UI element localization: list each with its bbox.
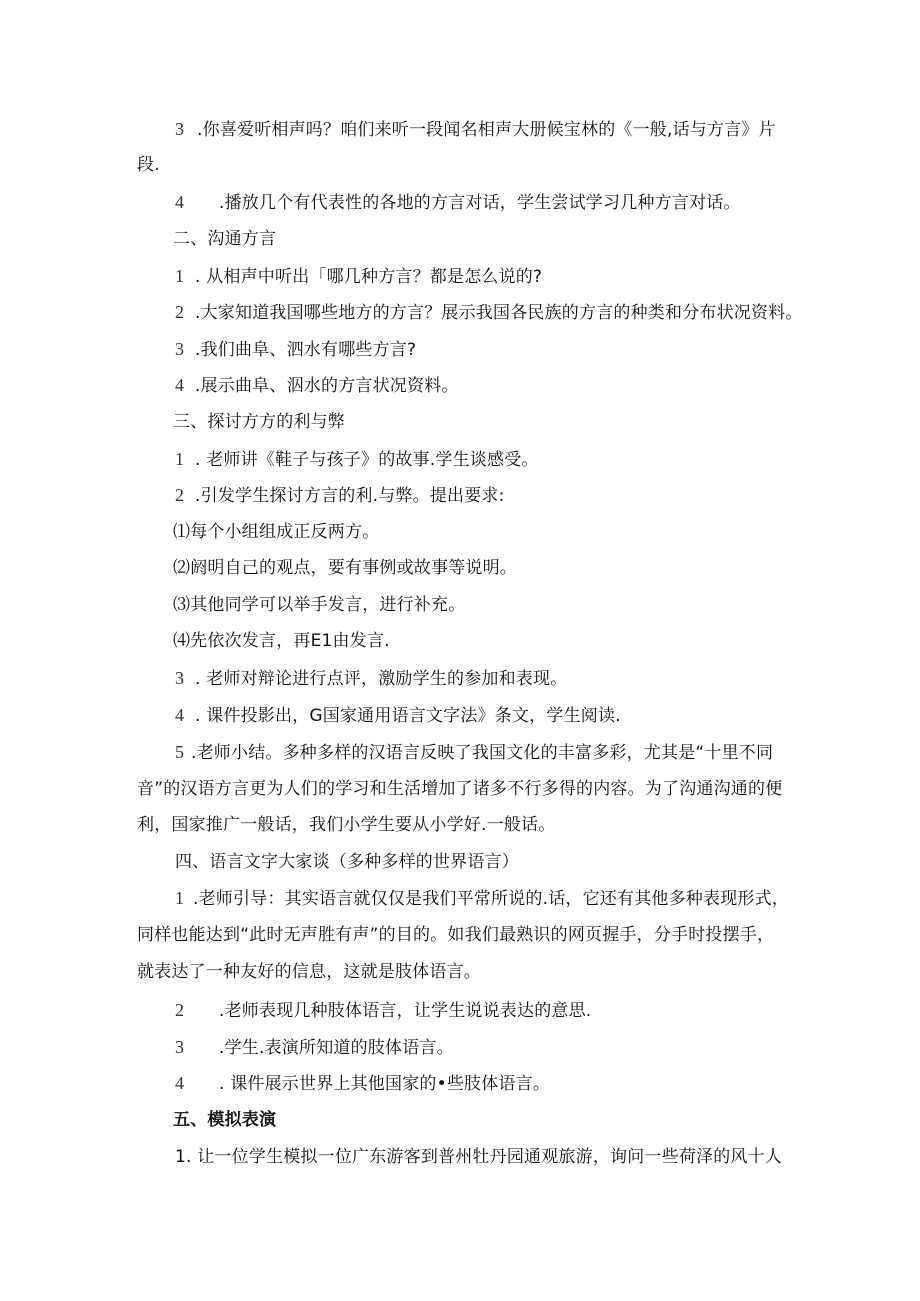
item-number: 2 [175, 302, 185, 322]
sub-item-1 [173, 520, 379, 544]
sec4-item-1-line-3 [137, 960, 481, 984]
line-text: . 老师对辩论进行点评，激励学生的参加和表现。 [195, 669, 568, 689]
line-text: ⑶其他同学可以举手发言，进行补充。 [173, 595, 466, 615]
line-text: . 课件投影出，G国家通用语言文字法》条文，学生阅读. [195, 706, 621, 726]
line-text: 音”的汉语方言更为人们的学习和生活增加了诸多不行多得的内容。为了沟通沟通的便 [137, 779, 783, 799]
line-text: 二、沟通方言 [173, 229, 277, 249]
sec3-item-4 [175, 703, 621, 728]
sec4-item-3 [175, 1035, 454, 1060]
line-text: 就表达了一种友好的信息，这就是肢体语言。 [137, 962, 481, 982]
sec3-item-5-line-3 [137, 813, 555, 837]
sec4-item-1-line-1 [175, 886, 789, 911]
sec3-item-5-line-1 [175, 740, 773, 765]
item-number: 3 [175, 339, 185, 359]
item-number: 1 [175, 266, 185, 286]
sec3-item-2 [175, 483, 505, 508]
item-number: 4 [175, 192, 185, 212]
line-text: 利，国家推广一般话，我们小学生要从小学好.一般话。 [137, 815, 556, 835]
sec2-item-1 [175, 264, 542, 289]
item-4-line [175, 190, 741, 215]
line-text: .老师小结。多种多样的汉语言反映了我国文化的丰富多彩，尤其是“十里不同 [191, 743, 774, 763]
line-text: .老师引导：其实语言就仅仅是我们平常所说的.话，它还有其他多种表现形式， [193, 889, 790, 909]
line-text: .大家知道我国哪些地方的方言？展示我国各民族的方言的种类和分布状况资料。 [195, 303, 803, 323]
line-text: .播放几个有代表性的各地的方言对话，学生尝试学习几种方言对话。 [219, 193, 741, 213]
section-heading-2 [173, 227, 276, 251]
sub-item-4 [173, 629, 390, 653]
item-number: 3 [175, 1037, 185, 1057]
sec3-item-5-line-2 [137, 777, 782, 801]
sec4-item-1-line-2 [137, 923, 774, 947]
section-heading-5 [173, 1108, 276, 1132]
line-text: ⑵阏明自己的观点，要有事例或故事等说明。 [173, 558, 517, 578]
section-heading-3 [173, 410, 345, 434]
line-text: .引发学生探讨方言的利.与弊。提出要求: [195, 486, 505, 506]
line-text: .你喜爱听相声吗？咱们来听一段闻名相声大册候宝林的《一般,话与方言》片 [197, 120, 776, 140]
line-text: .老师表现几种肢体语言，让学生说说表达的意思. [219, 1001, 592, 1021]
item-number: 4 [175, 375, 185, 395]
item-number: 5 [175, 742, 185, 762]
sec5-item-1 [175, 1145, 782, 1169]
line-text: .我们曲阜、泗水有哪些方言? [195, 340, 417, 360]
item-3-line-1 [175, 117, 776, 142]
line-text: 五、模拟表演 [173, 1110, 277, 1130]
item-number: 2 [175, 1000, 185, 1020]
line-text: . 老师讲《鞋子与孩子》的故事.学生谈感受。 [195, 450, 539, 470]
sub-item-2 [173, 556, 517, 580]
item-number: 2 [175, 485, 185, 505]
line-text: 1. 让一位学生模拟一位广东游客到普州牡丹园通观旅游，询问一些荷泽的风十人 [175, 1147, 783, 1167]
item-number: 3 [175, 668, 185, 688]
line-text: . 课件展示世界上其他国家的•些肢体语言。 [219, 1074, 551, 1094]
sec2-item-4 [175, 373, 459, 398]
sec3-item-1 [175, 447, 539, 472]
sec4-item-4 [175, 1071, 550, 1096]
line-text: . 从相声中听出「哪几种方言？都是怎么说的? [195, 267, 543, 287]
line-text: 三、探讨方方的利与弊 [173, 412, 345, 432]
section-heading-4 [175, 850, 519, 874]
sec3-item-3 [175, 666, 567, 691]
item-number: 3 [175, 119, 185, 139]
line-text: 四、语言文字大家谈（多种多样的世界语言） [175, 852, 519, 872]
line-text: .展示曲阜、泅水的方言状况资料。 [195, 376, 459, 396]
line-text: 同样也能达到“此时无声胜有声”的目的。如我们最熟识的网页握手，分手时投摆手， [137, 925, 775, 945]
sec2-item-2 [175, 300, 803, 325]
sec2-item-3 [175, 337, 416, 362]
item-number: 1 [175, 888, 185, 908]
line-text: 段. [137, 155, 160, 175]
item-3-line-2 [137, 153, 160, 177]
sub-item-3 [173, 593, 465, 617]
item-number: 1 [175, 449, 185, 469]
line-text: .学生.表演所知道的肢体语言。 [219, 1038, 454, 1058]
line-text: ⑴每个小组组成正反两方。 [173, 522, 380, 542]
item-number: 4 [175, 1073, 185, 1093]
sec4-item-2 [175, 998, 591, 1023]
line-text: ⑷先依次发言，再E1由发言. [173, 631, 390, 651]
item-number: 4 [175, 705, 185, 725]
